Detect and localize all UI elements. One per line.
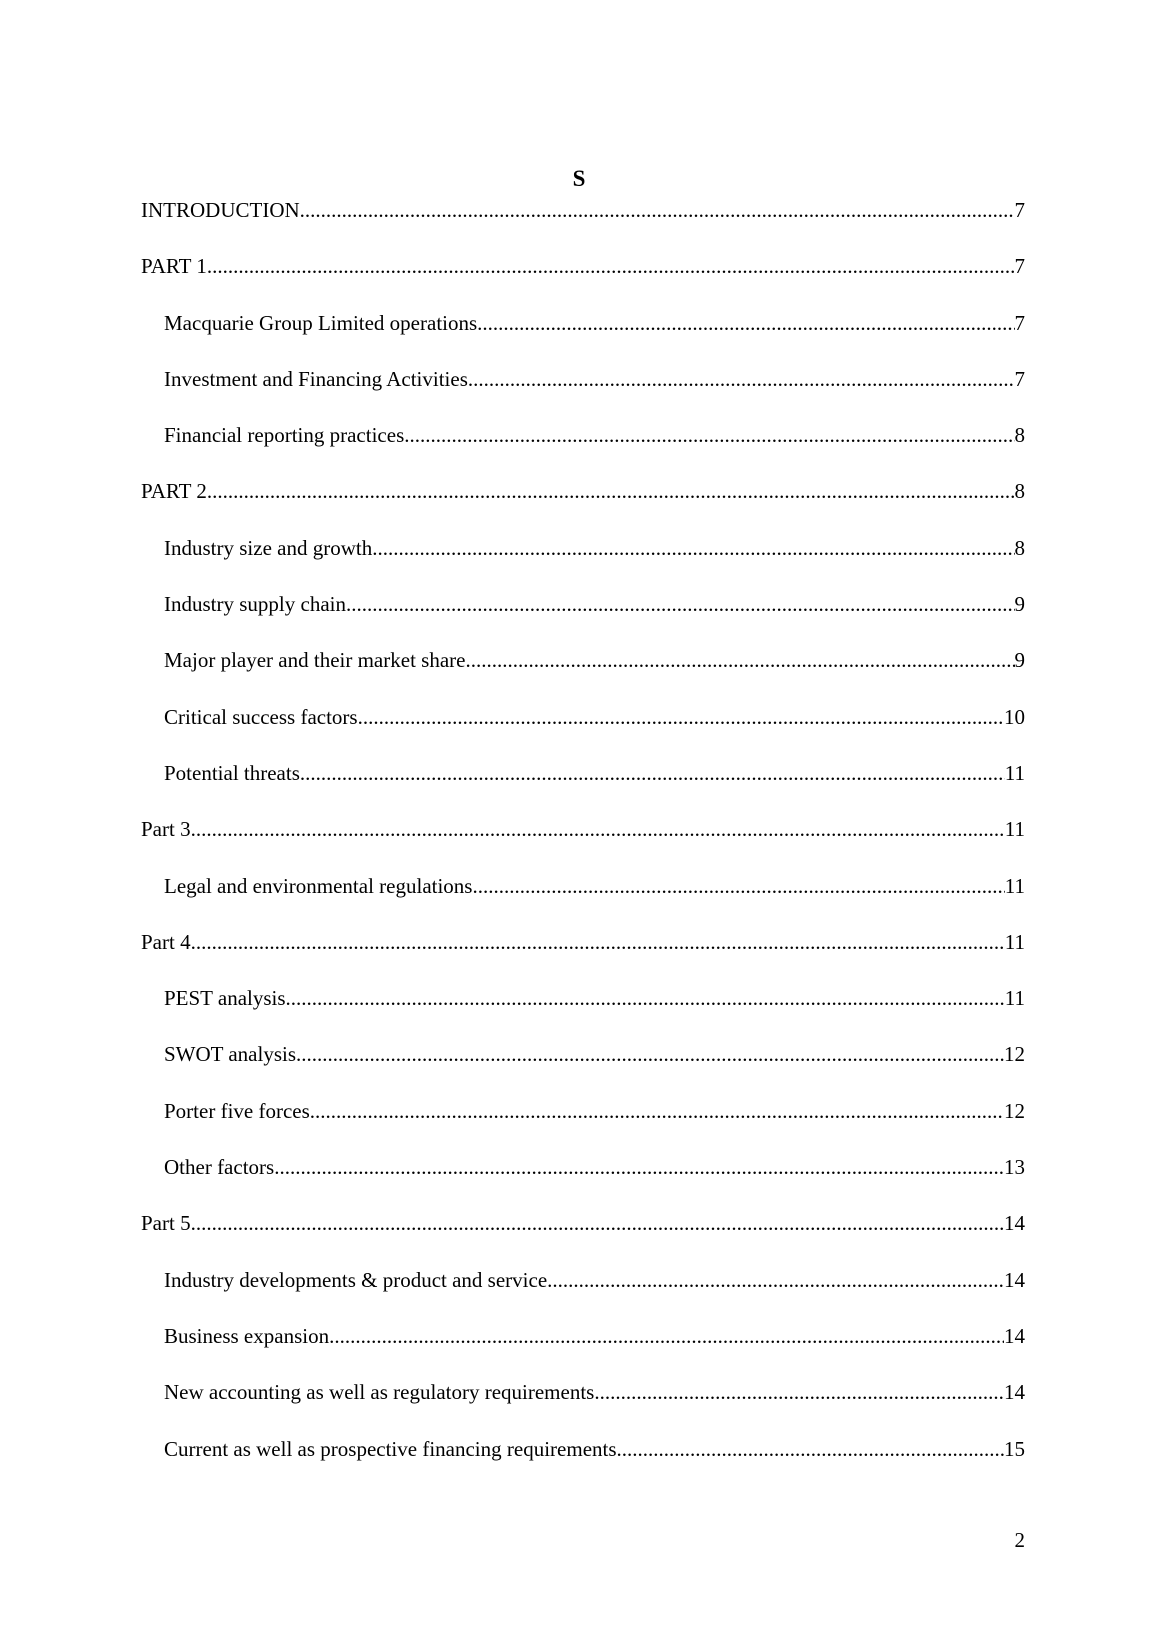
toc-entry-page: 14 (1004, 1323, 1025, 1348)
toc-dot-leader (274, 1153, 1004, 1181)
toc-dot-leader (594, 1378, 1004, 1406)
toc-dot-leader (207, 477, 1015, 505)
toc-dot-leader (346, 590, 1015, 618)
toc-entry-page: 7 (1014, 254, 1025, 279)
toc-entry-title: Industry size and growth (164, 535, 373, 560)
toc-entry-page: 12 (1004, 1042, 1025, 1067)
toc-entry-page: 14 (1004, 1211, 1025, 1236)
toc-entry[interactable] (141, 196, 1025, 252)
toc-entry-page: 10 (1004, 704, 1025, 729)
toc-entry[interactable] (141, 1209, 1025, 1265)
toc-entry-page: 11 (1004, 760, 1025, 785)
toc-entry-page: 11 (1004, 986, 1025, 1011)
toc-dot-leader (477, 309, 1014, 337)
toc-entry-title: Industry supply chain (164, 592, 346, 617)
toc-entry-page: 7 (1014, 310, 1025, 335)
toc-entry-page: 7 (1014, 198, 1025, 222)
toc-entry[interactable] (141, 872, 1025, 928)
toc-entry-title: Part 4 (141, 929, 191, 954)
toc-dot-leader (191, 815, 1005, 843)
page-number: 2 (1014, 1528, 1025, 1552)
toc-entry-title: Other factors (164, 1155, 275, 1180)
toc-entry[interactable] (141, 477, 1025, 533)
toc-entry[interactable] (141, 1097, 1025, 1153)
toc-entry[interactable] (141, 1378, 1025, 1434)
toc-entry-title: INTRODUCTION (141, 198, 300, 222)
toc-entry-title: Legal and environmental regulations (164, 873, 473, 898)
toc-heading: S (572, 166, 586, 191)
toc-entry[interactable] (141, 252, 1025, 308)
toc-entry-page: 11 (1004, 817, 1025, 842)
toc-entry[interactable] (141, 534, 1025, 590)
toc-entry-title: Porter five forces (164, 1098, 310, 1123)
toc-entry-page: 14 (1004, 1380, 1025, 1405)
toc-entry[interactable] (141, 421, 1025, 477)
toc-entry-page: 8 (1014, 535, 1025, 560)
toc-entry[interactable] (141, 1435, 1025, 1491)
toc-entry-title: Financial reporting practices (164, 423, 405, 448)
toc-dot-leader (358, 703, 1004, 731)
toc-entry-title: New accounting as well as regulatory requirements (164, 1380, 595, 1405)
toc-dot-leader (191, 1209, 1004, 1237)
toc-dot-leader (547, 1266, 1004, 1294)
toc-dot-leader (300, 759, 1005, 787)
toc-entry[interactable] (141, 759, 1025, 815)
toc-dot-leader (286, 984, 1005, 1012)
toc-entry[interactable] (141, 646, 1025, 702)
toc-entry[interactable] (141, 815, 1025, 871)
toc-dot-leader (329, 1322, 1004, 1350)
toc-entry[interactable] (141, 928, 1025, 984)
toc-entry-title: Industry developments & product and service (164, 1267, 548, 1292)
toc-entry-page: 13 (1004, 1155, 1025, 1180)
toc-dot-leader (472, 872, 1004, 900)
toc-dot-leader (296, 1040, 1004, 1068)
toc-entry[interactable] (141, 309, 1025, 365)
toc-entry-title: SWOT analysis (164, 1042, 297, 1067)
toc-entry[interactable] (141, 1322, 1025, 1378)
toc-entry-page: 9 (1014, 592, 1025, 617)
toc-entry-page: 11 (1004, 873, 1025, 898)
toc-entry-title: Part 5 (141, 1211, 191, 1236)
toc-entry[interactable] (141, 365, 1025, 421)
toc-entry-title: Macquarie Group Limited operations (164, 310, 478, 335)
toc-dot-leader (617, 1435, 1004, 1463)
toc-entry-title: Investment and Financing Activities (164, 366, 468, 391)
toc-entry-title: Business expansion (164, 1323, 330, 1348)
table-of-contents (141, 196, 1025, 1491)
toc-entry-page: 9 (1014, 648, 1025, 673)
toc-entry-page: 11 (1004, 929, 1025, 954)
toc-entry-title: Critical success factors (164, 704, 358, 729)
toc-entry[interactable] (141, 1040, 1025, 1096)
toc-entry-title: Part 3 (141, 817, 191, 842)
toc-entry-title: PART 1 (141, 254, 207, 279)
toc-dot-leader (207, 252, 1015, 280)
toc-entry-title: PEST analysis (164, 986, 286, 1011)
toc-entry-page: 12 (1004, 1098, 1025, 1123)
toc-dot-leader (465, 646, 1014, 674)
toc-entry-page: 15 (1004, 1436, 1025, 1461)
toc-entry-page: 8 (1014, 423, 1025, 448)
toc-entry[interactable] (141, 984, 1025, 1040)
toc-entry-title: Potential threats (164, 760, 300, 785)
toc-dot-leader (404, 421, 1014, 449)
toc-entry[interactable] (141, 703, 1025, 759)
toc-entry[interactable] (141, 1153, 1025, 1209)
toc-entry-page: 8 (1014, 479, 1025, 504)
toc-dot-leader (300, 196, 1015, 224)
toc-entry-page: 14 (1004, 1267, 1025, 1292)
toc-entry-title: Current as well as prospective financing requirements (164, 1436, 617, 1461)
toc-entry-title: PART 2 (141, 479, 207, 504)
toc-dot-leader (372, 534, 1014, 562)
toc-dot-leader (310, 1097, 1004, 1125)
toc-entry[interactable] (141, 1266, 1025, 1322)
toc-dot-leader (191, 928, 1005, 956)
toc-entry-page: 7 (1014, 366, 1025, 391)
toc-dot-leader (468, 365, 1015, 393)
toc-entry-title: Major player and their market share (164, 648, 466, 673)
toc-entry[interactable] (141, 590, 1025, 646)
